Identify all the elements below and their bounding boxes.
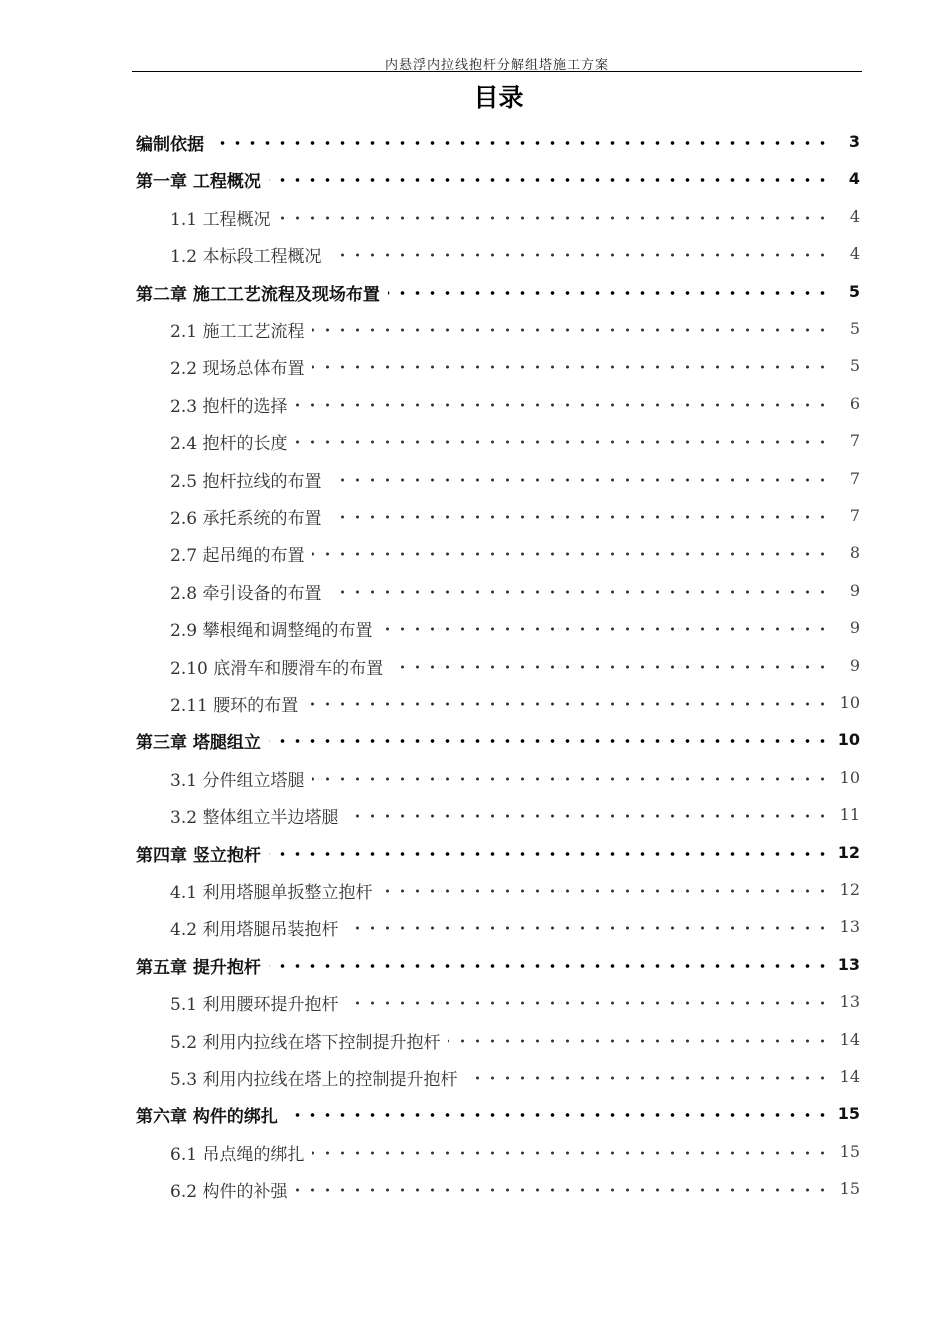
toc-entry-label: 1.1 工程概况	[170, 209, 271, 230]
toc-entry-label: 第四章 竖立抱杆	[136, 845, 261, 866]
toc-entry-label: 2.7 起吊绳的布置	[170, 546, 305, 567]
toc-entry-page-number: 11	[839, 805, 860, 825]
toc-entry[interactable]	[0, 498, 950, 535]
toc-entry-page-number: 9	[849, 580, 860, 600]
toc-entry-page-number: 5	[848, 281, 860, 301]
toc-dot-leader	[329, 478, 830, 482]
toc-entry[interactable]	[0, 984, 950, 1021]
toc-dot-leader	[312, 328, 830, 332]
toc-entry[interactable]	[0, 648, 950, 685]
toc-entry-page-number: 13	[837, 954, 860, 974]
toc-entry-page-number: 15	[837, 1104, 860, 1124]
toc-entry[interactable]	[0, 1171, 950, 1208]
toc-entry[interactable]	[0, 1022, 950, 1059]
toc-entry-label: 6.2 构件的补强	[170, 1182, 288, 1203]
toc-entry-label: 2.5 抱杆拉线的布置	[170, 471, 322, 492]
toc-entry[interactable]	[0, 835, 950, 872]
toc-dot-leader	[391, 665, 830, 669]
toc-dot-leader	[269, 964, 830, 968]
toc-dot-leader	[295, 1188, 830, 1192]
toc-dot-leader	[465, 1076, 830, 1080]
toc-entry-label: 5.3 利用内拉线在塔上的控制提升抱杆	[170, 1070, 458, 1090]
toc-entry-page-number: 5	[849, 319, 860, 338]
toc-entry-label: 2.2 现场总体布置	[170, 359, 305, 380]
toc-dot-leader	[269, 852, 830, 856]
toc-entry-page-number: 8	[849, 543, 860, 563]
toc-entry-label: 6.1 吊点绳的绑扎	[170, 1144, 305, 1165]
toc-entry-page-number: 13	[839, 917, 860, 937]
toc-entry[interactable]	[0, 161, 950, 198]
toc-entry-label: 第二章 施工工艺流程及现场布置	[136, 284, 380, 305]
toc-entry-page-number: 7	[849, 468, 860, 488]
toc-dot-leader	[329, 515, 830, 519]
toc-entry-label: 第五章 提升抱杆	[136, 957, 261, 978]
toc-entry[interactable]	[0, 872, 950, 909]
toc-dot-leader	[295, 440, 830, 444]
toc-entry-page-number: 4	[849, 206, 860, 226]
toc-entry-page-number: 7	[849, 506, 860, 525]
toc-entry-page-number: 4	[849, 244, 860, 264]
toc-entry-label: 第三章 塔腿组立	[136, 733, 261, 754]
toc-entry[interactable]	[0, 311, 950, 348]
toc-entry-label: 2.11 腰环的布置	[170, 696, 299, 716]
toc-dot-leader	[312, 1151, 830, 1155]
toc-dot-leader	[269, 739, 830, 743]
toc-entry[interactable]	[0, 610, 950, 647]
toc-entry[interactable]	[0, 348, 950, 385]
toc-entry-page-number: 10	[837, 730, 860, 750]
toc-entry-label: 编制依据	[136, 135, 204, 155]
toc-dot-leader	[269, 178, 830, 182]
toc-dot-leader	[286, 1113, 830, 1117]
toc-entry[interactable]	[0, 1059, 950, 1096]
toc-entry-label: 4.2 利用塔腿吊装抱杆	[170, 920, 339, 941]
toc-entry[interactable]	[0, 535, 950, 572]
toc-title: 目录	[473, 83, 524, 112]
toc-entry[interactable]	[0, 722, 950, 759]
toc-entry-label: 3.2 整体组立半边塔腿	[170, 808, 339, 829]
toc-entry[interactable]	[0, 685, 950, 722]
toc-entry-page-number: 9	[849, 618, 860, 638]
toc-entry-page-number: 14	[839, 1067, 860, 1086]
toc-dot-leader	[306, 702, 830, 706]
toc-entry-page-number: 15	[839, 1179, 860, 1199]
toc-entry-label: 2.10 底滑车和腰滑车的布置	[170, 658, 384, 679]
toc-entry-label: 2.8 牵引设备的布置	[170, 583, 322, 604]
toc-dot-leader	[380, 889, 830, 893]
toc-entry-page-number: 12	[837, 842, 860, 862]
toc-dot-leader	[329, 590, 830, 594]
toc-dot-leader	[388, 291, 830, 295]
toc-entry-page-number: 15	[839, 1141, 860, 1161]
toc-entry-label: 2.3 抱杆的选择	[170, 396, 288, 417]
toc-entry-label: 1.2 本标段工程概况	[170, 247, 322, 268]
toc-entry[interactable]	[0, 1134, 950, 1171]
toc-dot-leader	[295, 403, 830, 407]
toc-entry[interactable]	[0, 1096, 950, 1133]
toc-entry[interactable]	[0, 423, 950, 460]
toc-entry[interactable]	[0, 797, 950, 834]
toc-dot-leader	[312, 552, 830, 556]
toc-entry-label: 5.1 利用腰环提升抱杆	[170, 995, 339, 1016]
toc-entry[interactable]	[0, 573, 950, 610]
toc-entry[interactable]	[0, 909, 950, 946]
toc-entry-page-number: 3	[848, 132, 860, 151]
toc-entry[interactable]	[0, 236, 950, 273]
toc-entry-page-number: 5	[849, 356, 860, 376]
toc-entry[interactable]	[0, 461, 950, 498]
toc-entry-label: 2.6 承托系统的布置	[170, 509, 322, 529]
toc-entry-page-number: 12	[839, 880, 860, 899]
running-header: 内悬浮内拉线抱杆分解组塔施工方案	[384, 58, 609, 73]
toc-entry-page-number: 14	[839, 1029, 860, 1049]
toc-entry-page-number: 13	[839, 992, 860, 1012]
toc-dot-leader	[448, 1039, 830, 1043]
toc-dot-leader	[329, 253, 830, 257]
toc-dot-leader	[346, 1001, 830, 1005]
toc-entry[interactable]	[0, 947, 950, 984]
toc-dot-leader	[312, 777, 830, 781]
toc-entry-page-number: 9	[849, 655, 860, 675]
toc-entry-label: 第一章 工程概况	[136, 172, 261, 193]
toc-entry-label: 2.9 攀根绳和调整绳的布置	[170, 621, 373, 642]
toc-entry-label: 2.4 抱杆的长度	[170, 434, 288, 455]
toc-entry[interactable]	[0, 274, 950, 311]
toc-entry[interactable]	[0, 124, 950, 161]
toc-entry-page-number: 10	[839, 767, 860, 787]
toc-dot-leader	[312, 365, 830, 369]
toc-entry[interactable]	[0, 199, 950, 236]
toc-entry-label: 4.1 利用塔腿单扳整立抱杆	[170, 883, 373, 903]
toc-dot-leader	[212, 141, 830, 145]
toc-entry-label: 第六章 构件的绑扎	[136, 1107, 278, 1128]
toc-dot-leader	[380, 627, 830, 631]
toc-entry-label: 5.2 利用内拉线在塔下控制提升抱杆	[170, 1032, 441, 1053]
header-divider	[132, 71, 862, 72]
toc-dot-leader	[278, 216, 830, 220]
toc-entry-label: 3.1 分件组立塔腿	[170, 770, 305, 791]
toc-entry[interactable]	[0, 760, 950, 797]
toc-entry-page-number: 4	[848, 169, 860, 189]
toc-entry[interactable]	[0, 386, 950, 423]
toc-entry-label: 2.1 施工工艺流程	[170, 322, 305, 342]
toc-dot-leader	[346, 926, 830, 930]
toc-entry-page-number: 6	[849, 393, 860, 413]
toc-entry-page-number: 10	[839, 693, 860, 712]
toc-dot-leader	[346, 814, 830, 818]
toc-entry-page-number: 7	[849, 431, 860, 451]
